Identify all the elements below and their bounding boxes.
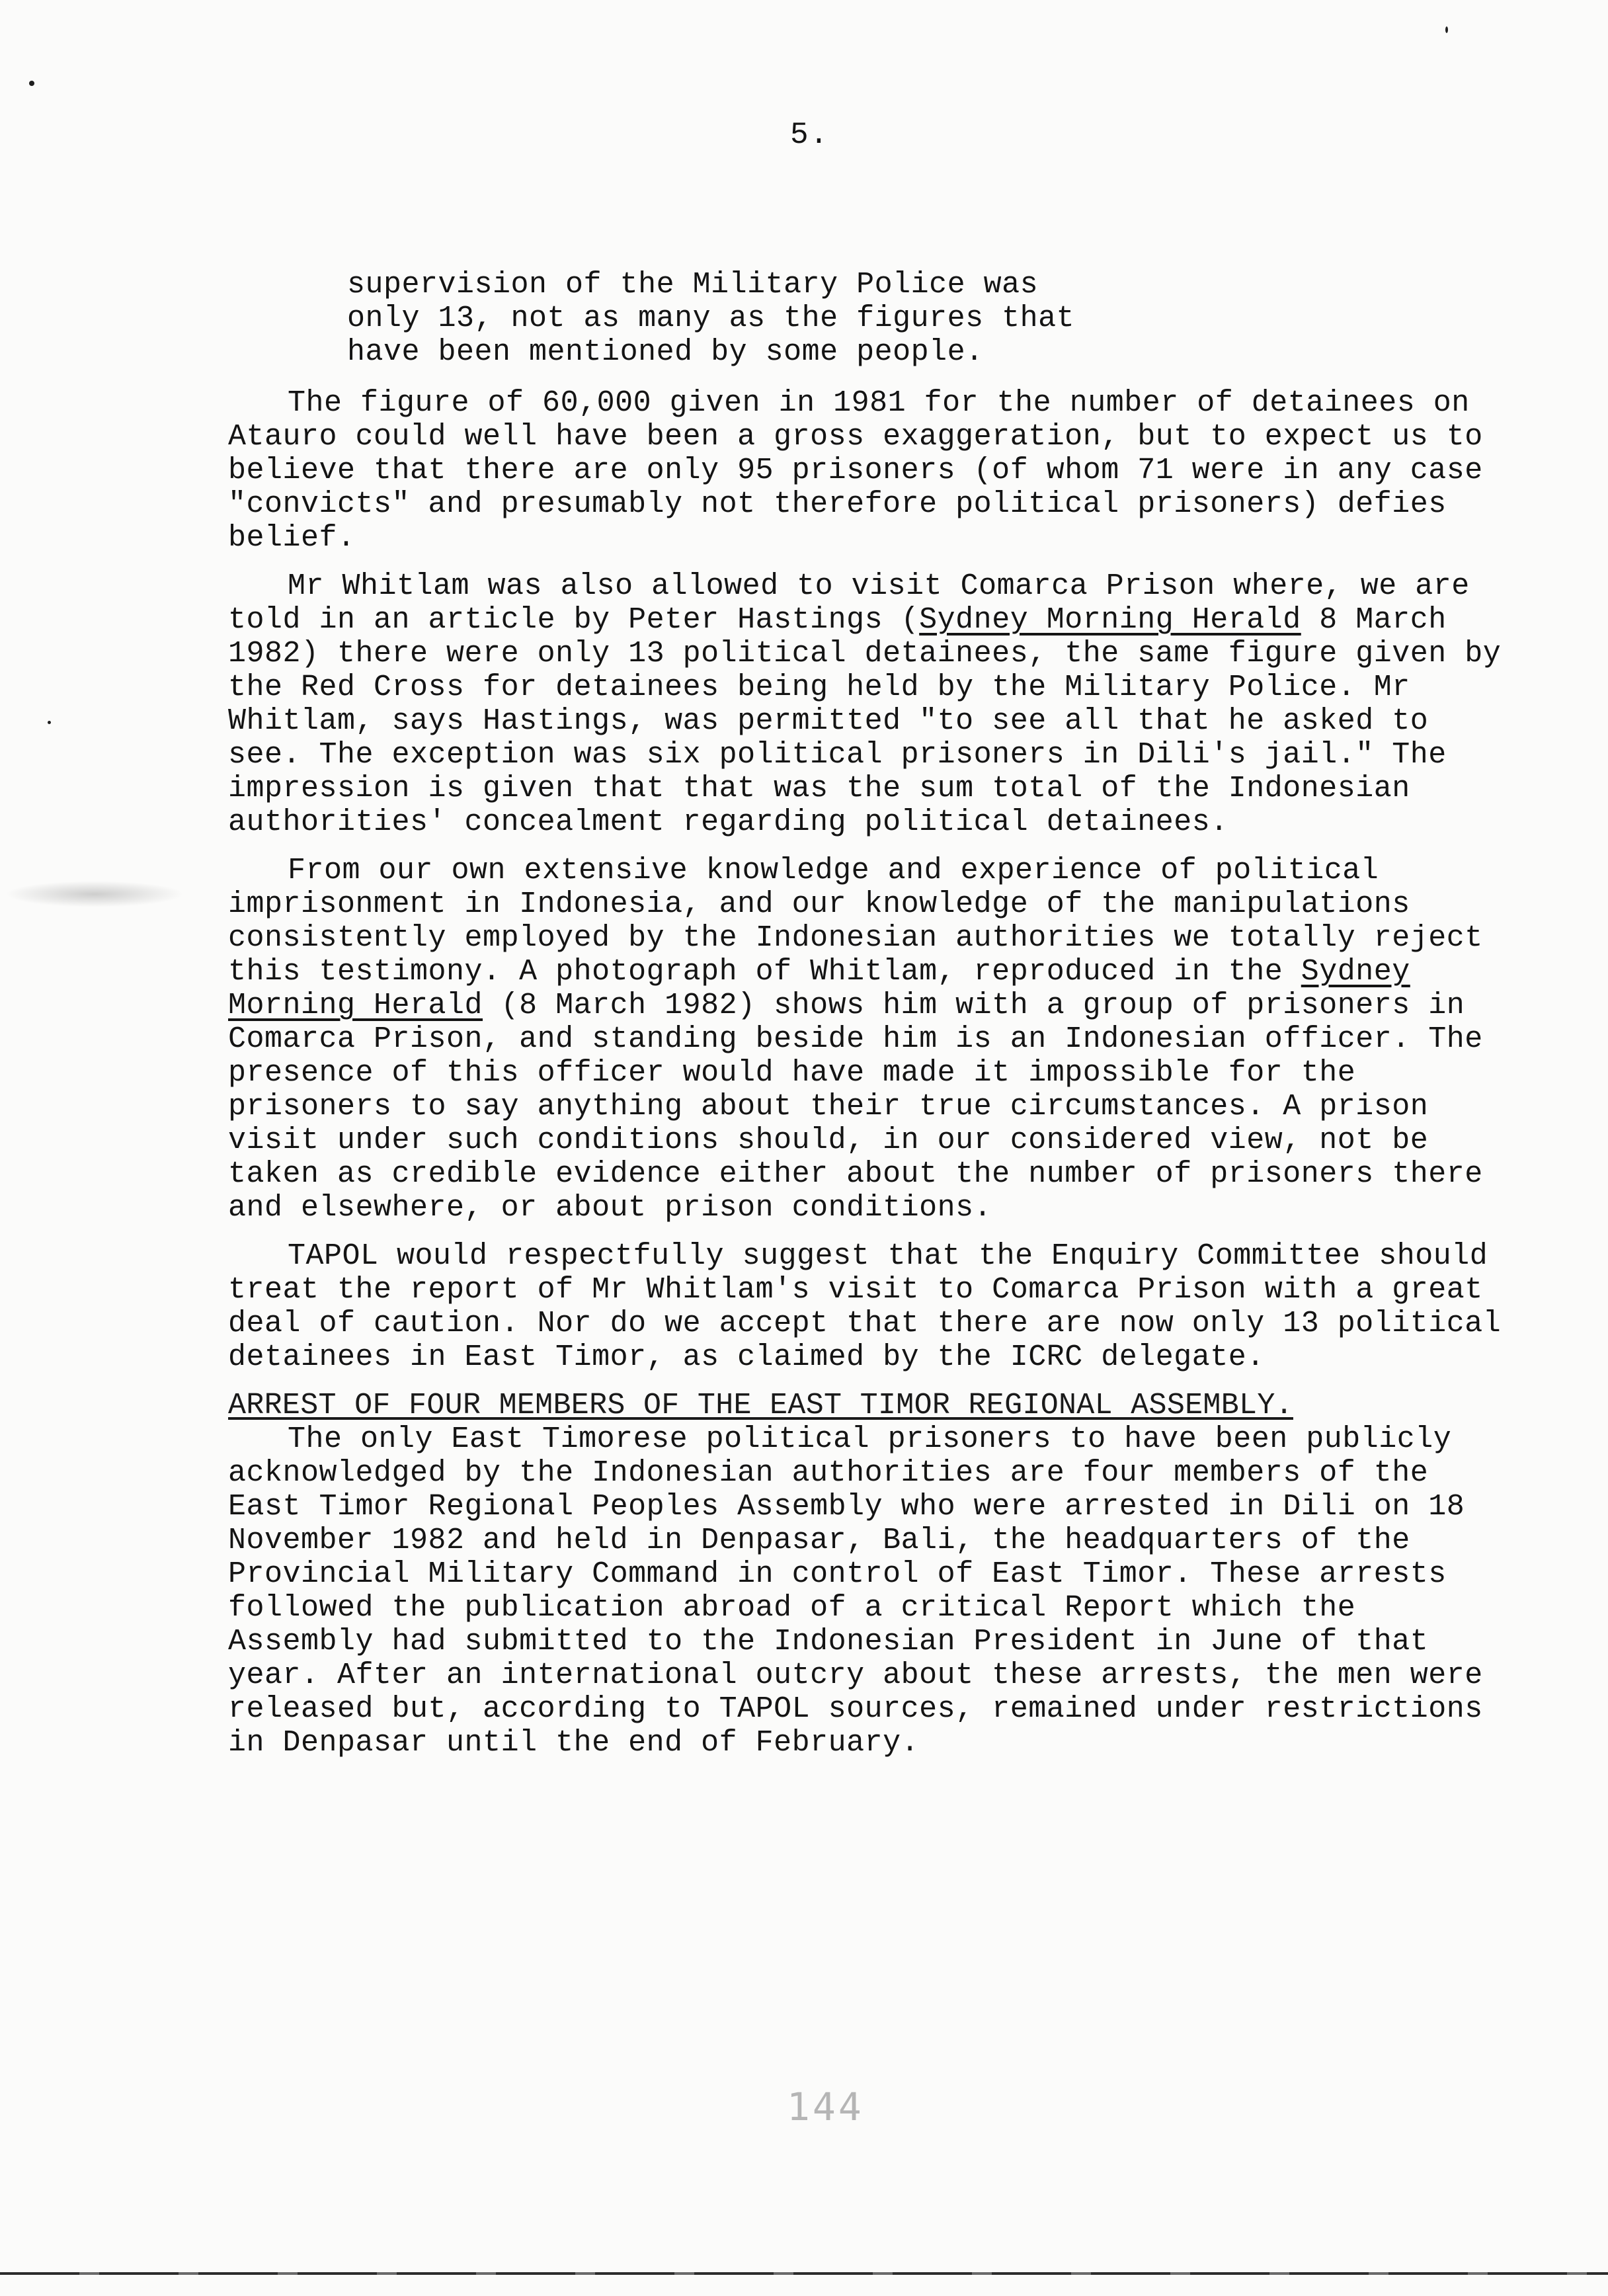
quote-line: supervision of the Military Police was bbox=[347, 268, 1039, 302]
section-heading: ARREST OF FOUR MEMBERS OF THE EAST TIMOR REGIONAL ASSEMBLY. bbox=[228, 1389, 1293, 1422]
paragraph-text: From our own extensive knowledge and experience of political imprisonment in Indonesia, and our knowledge of the manipulations consistently employed by the Indonesian authorities we totally reject this testimony. A photograph of Whitlam, reproduced in the bbox=[228, 854, 1483, 989]
paragraph-comarca-visit bbox=[228, 569, 1517, 839]
ink-speck bbox=[29, 81, 34, 86]
paragraph-text: Mr Whitlam was also allowed to visit Comarca Prison where, we are told in an article by Peter Hastings ( bbox=[228, 569, 1470, 637]
bottom-rule bbox=[0, 2272, 1608, 2275]
folio-number: 144 bbox=[787, 2084, 864, 2129]
block-quote bbox=[347, 268, 1379, 369]
document-body bbox=[228, 268, 1517, 1760]
quote-line: only 13, not as many as the figures that bbox=[347, 302, 1075, 335]
quote-line: have been mentioned by some people. bbox=[347, 335, 984, 369]
margin-smudge bbox=[5, 881, 184, 907]
page-number: 5. bbox=[790, 118, 830, 152]
paragraph-text: (8 March 1982) shows him with a group of prisoners in Comarca Prison, and standing beside him is an Indonesian officer. The presence of this officer would have made it impossible for the prisoners to say anything about their true circumstances. A prison visit under such conditions should, in our considered view, not be taken as credible evidence either about the number of prisoners there and elsewhere, or about prison conditions. bbox=[228, 989, 1483, 1225]
paragraph-atauro-figures: The figure of 60,000 given in 1981 for the number of detainees on Atauro could well have been a gross exaggeration, but to expect us to believe that there are only 95 prisoners (of whom 71 were in any case "convicts" and presumably not therefore political prisoners) defies belief. bbox=[228, 386, 1483, 555]
ink-speck bbox=[1445, 26, 1448, 33]
paragraph-tapol-suggestion: TAPOL would respectfully suggest that the Enquiry Committee should treat the report of Mr Whitlam's visit to Comarca Prison with a great deal of caution. Nor do we accept that there are now only 13 political detainees in East Timor, as claimed by the ICRC delegate. bbox=[228, 1239, 1502, 1374]
paragraph-assembly-arrests: The only East Timorese political prisoners to have been publicly acknowledged by the Indonesian authorities are four members of the East Timor Regional Peoples Assembly who were arrested in Dili on 18 November 1982 and held in Denpasar, Bali, the headquarters of the Provincial Military Command in control of East Timor. These arrests followed the publication abroad of a critical Report which the Assembly had submitted to the Indonesian President in June of that year. After an international outcry about these arrests, the men were released but, according to TAPOL sources, remained under restrictions in Denpasar until the end of February. bbox=[228, 1422, 1483, 1760]
paragraph-testimony-rejection bbox=[228, 854, 1517, 1225]
publication-title: Sydney Morning Herald bbox=[228, 955, 1410, 1022]
publication-title: Sydney Morning Herald bbox=[919, 603, 1301, 637]
paragraph-text: 8 March 1982) there were only 13 political detainees, the same figure given by the Red Cross for detainees being held by the Military Police. Mr Whitlam, says Hastings, was permitted "to see all that he asked to see. The exception was six political prisoners in Dili's jail." The impression is given that that was the sum total of the Indonesian authorities' concealment regarding political detainees. bbox=[228, 603, 1502, 839]
ink-speck bbox=[48, 721, 51, 724]
